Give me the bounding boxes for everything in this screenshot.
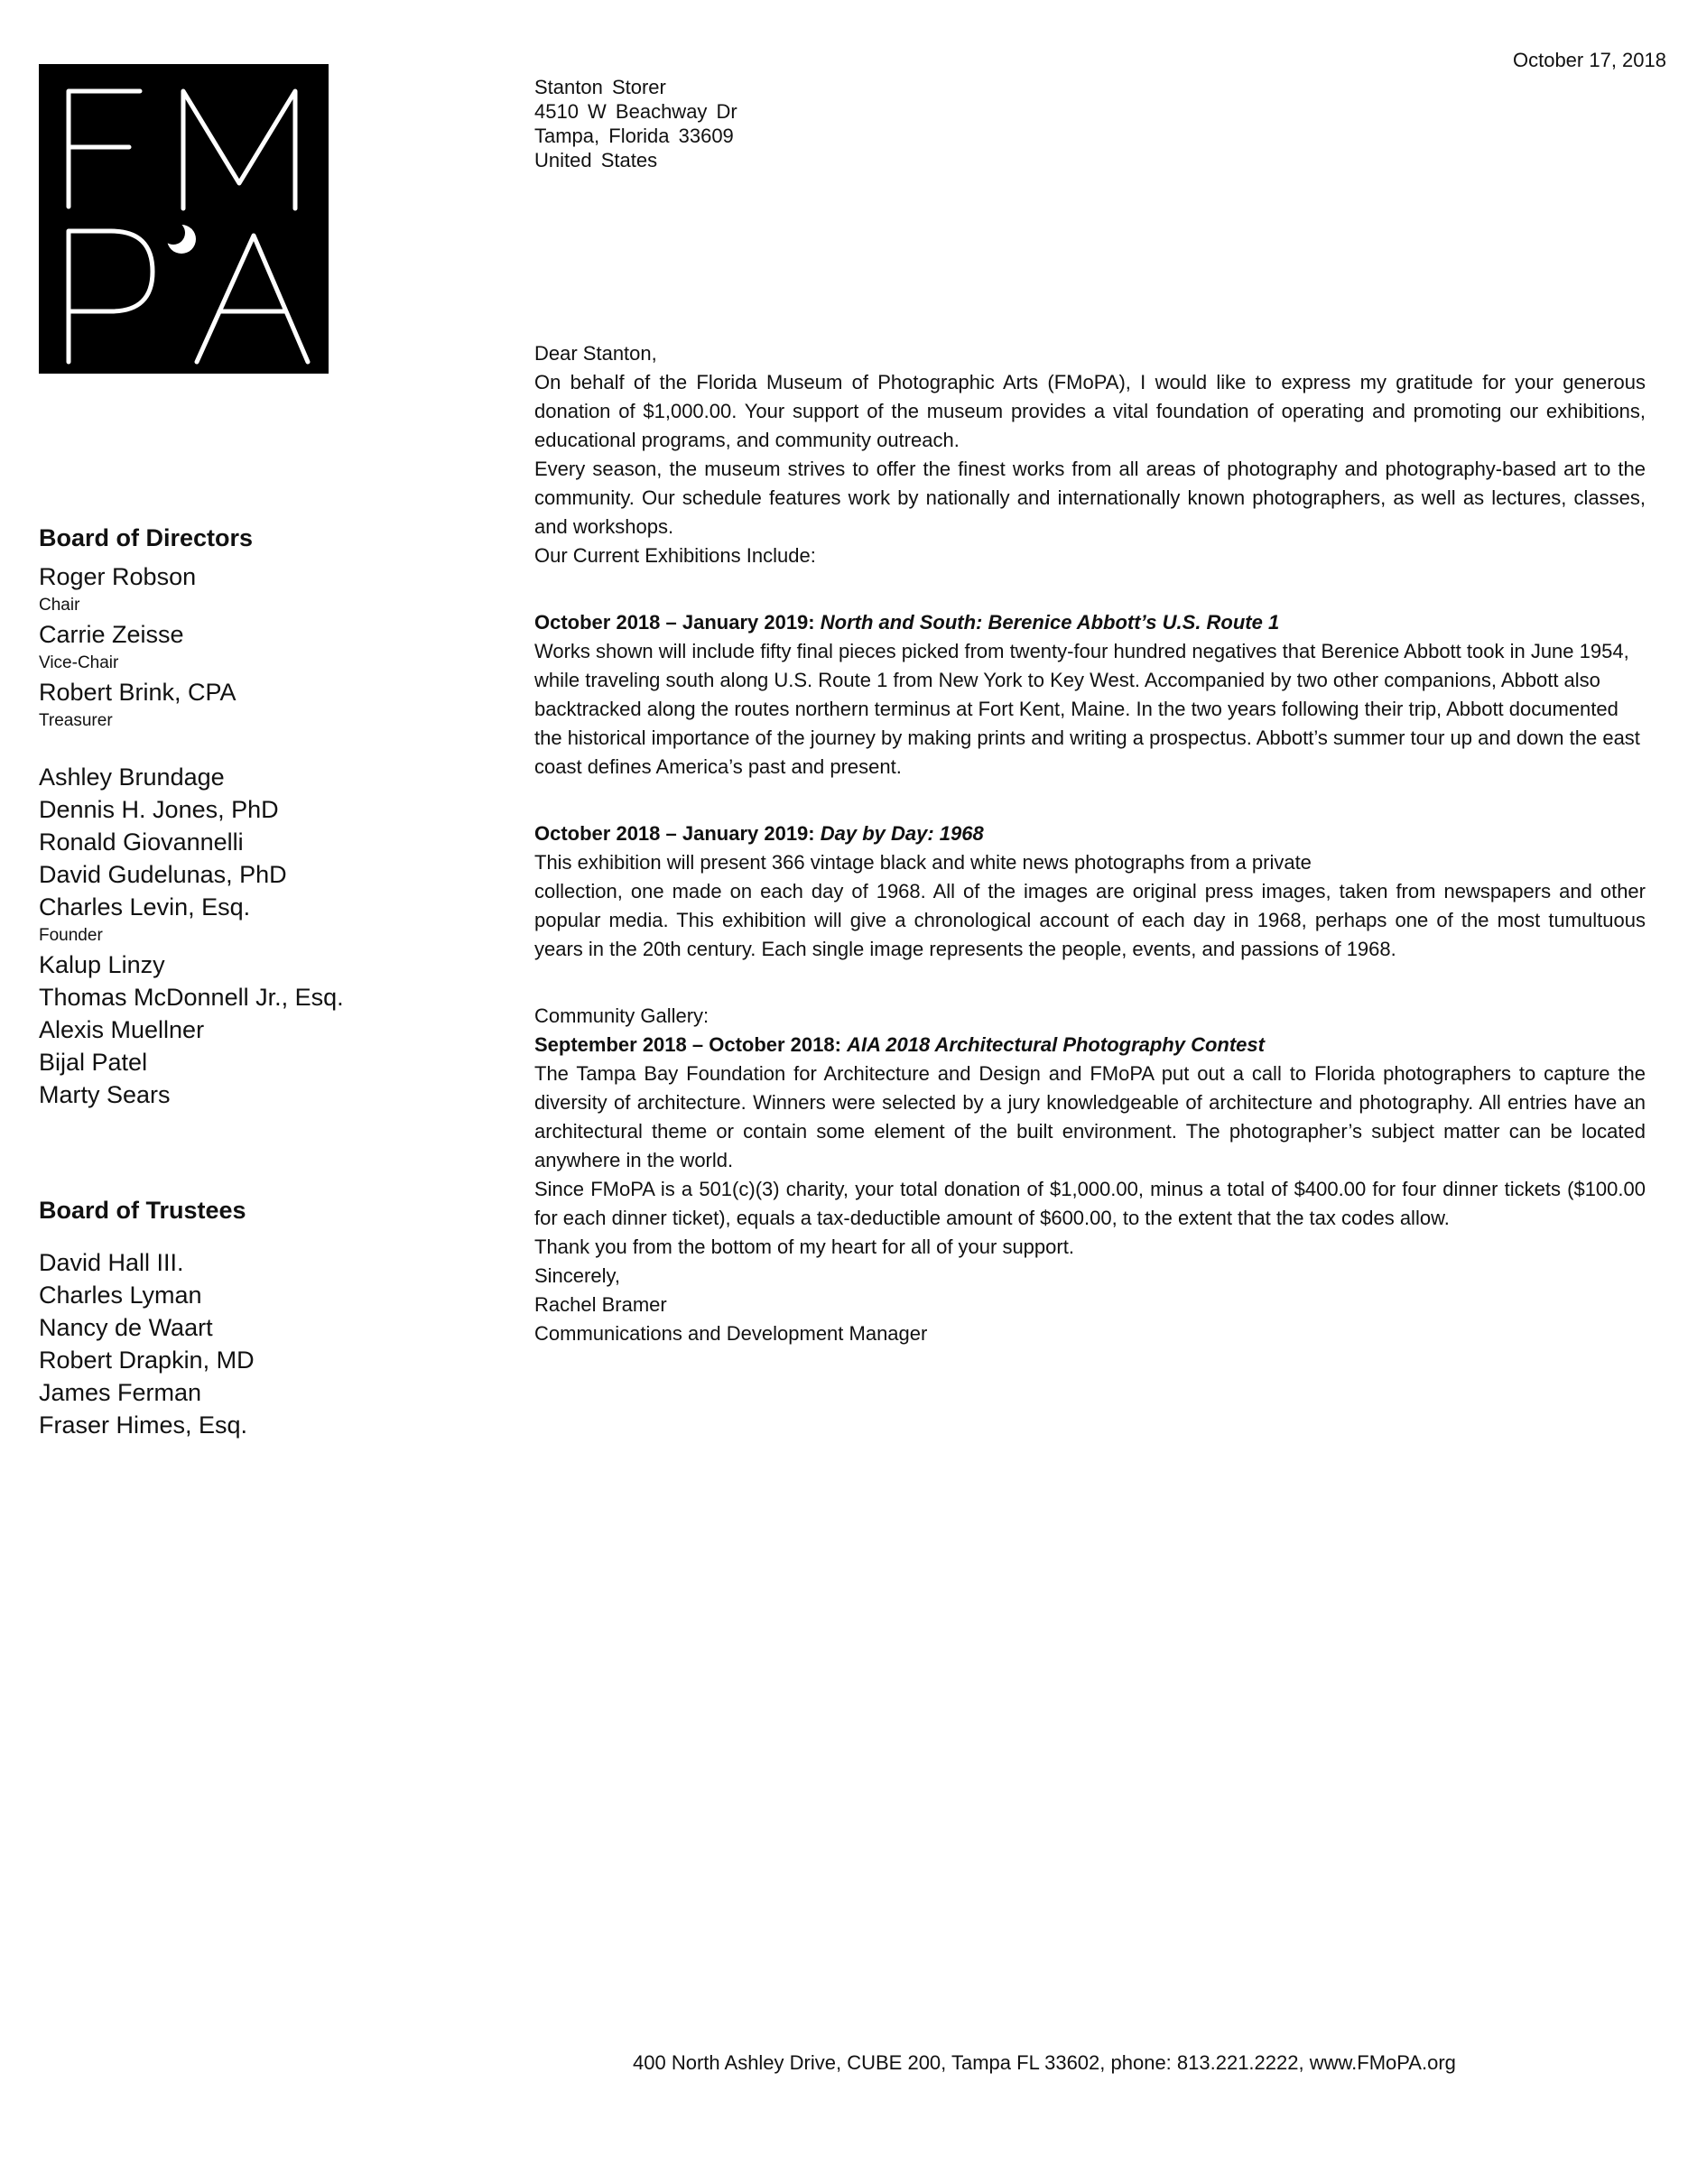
director-name: Alexis Muellner (39, 1016, 205, 1043)
trustee-name: Nancy de Waart (39, 1314, 213, 1341)
trustee-name: Charles Lyman (39, 1282, 202, 1309)
recipient-street: 4510 W Beachway Dr (534, 100, 737, 123)
signer-title: Communications and Development Manager (534, 1322, 928, 1345)
director-name: Thomas McDonnell Jr., Esq. (39, 984, 344, 1011)
letter-body (534, 339, 1646, 1348)
exhibit-dates: September 2018 – October 2018: (534, 1033, 841, 1056)
recipient-address (534, 75, 737, 172)
trustee-name: Fraser Himes, Esq. (39, 1411, 248, 1439)
season-paragraph: Every season, the museum strives to offer the finest works from all areas of photography and photography-based art to the community. Our schedule features work by nationally and internationally known photographers, as well as lectures, classes, and workshops. (534, 458, 1646, 538)
thanks-line: Thank you from the bottom of my heart for all of your support. (534, 1235, 1074, 1258)
trustee-name: David Hall III. (39, 1249, 184, 1276)
exhibit-description: Works shown will include fifty final pieces picked from twenty-four hundred negatives that Berenice Abbott took in June 1954, while traveling south along U.S. Route 1 from New York to Key West. Accompanied by two other companions, Abbott also backtracked along the routes northern terminus at Fort Kent, Maine. In the two years following their trip, Abbott documented the historical importance of the journey by making prints and writing a prospectus. Abbott’s summer tour up and down the east coast defines America’s past and present. (534, 640, 1640, 778)
exhibit-heading (534, 819, 1646, 848)
exhibit-description: The Tampa Bay Foundation for Architecture and Design and FMoPA put out a call to Florida photographers to capture the diversity of architecture. Winners were selected by a jury knowledgeable of architecture and photography. All entries have an architectural theme or contain some element of the built environment. The photographer’s subject matter can be located anywhere in the world. (534, 1062, 1646, 1171)
director-name: Dennis H. Jones, PhD (39, 796, 279, 823)
director-role: Chair (39, 596, 80, 615)
director-name: Kalup Linzy (39, 951, 165, 978)
director-name: Carrie Zeisse (39, 621, 184, 648)
director-name: Robert Brink, CPA (39, 679, 237, 706)
signer-name: Rachel Bramer (534, 1293, 667, 1316)
closing: Sincerely, (534, 1264, 620, 1287)
exhibit-dates: October 2018 – January 2019: (534, 822, 815, 845)
exhibit-title: North and South: Berenice Abbott’s U.S. Route 1 (820, 611, 1280, 634)
board-of-trustees-heading: Board of Trustees (39, 1197, 246, 1224)
director-name: Roger Robson (39, 563, 197, 590)
community-gallery (534, 1002, 1646, 1175)
exhibit-heading (534, 608, 1646, 637)
exhibitions-intro: Our Current Exhibitions Include: (534, 544, 816, 567)
director-name: Marty Sears (39, 1081, 171, 1108)
director-name: Bijal Patel (39, 1049, 148, 1076)
recipient-country: United States (534, 149, 658, 171)
director-name: Ronald Giovannelli (39, 828, 244, 856)
exhibit-title: Day by Day: 1968 (820, 822, 984, 845)
director-name: Ashley Brundage (39, 763, 225, 791)
board-of-directors-heading: Board of Directors (39, 524, 254, 551)
exhibit-abbott (534, 608, 1646, 782)
fmopa-logo-mark (39, 64, 329, 374)
salutation: Dear Stanton, (534, 342, 657, 365)
director-role: Founder (39, 926, 103, 945)
trustee-name: James Ferman (39, 1379, 202, 1406)
recipient-name: Stanton Storer (534, 76, 666, 98)
fmopa-logo (39, 64, 329, 374)
exhibit-day-by-day (534, 819, 1646, 964)
gratitude-paragraph: On behalf of the Florida Museum of Photographic Arts (FMoPA), I would like to express my gratitude for your generous donation of $1,000.00. Your support of the museum provides a vital foundation of operating and promoting our exhibitions, educational programs, and community outreach. (534, 371, 1646, 451)
community-gallery-label: Community Gallery: (534, 1004, 710, 1027)
exhibit-dates: October 2018 – January 2019: (534, 611, 815, 634)
recipient-city: Tampa, Florida 33609 (534, 125, 734, 147)
letter-date: October 17, 2018 (1512, 49, 1666, 71)
trustee-name: Robert Drapkin, MD (39, 1346, 255, 1374)
director-name: Charles Levin, Esq. (39, 893, 251, 921)
directors-list (39, 560, 472, 1111)
director-role: Vice-Chair (39, 653, 119, 672)
exhibit-heading (534, 1031, 1646, 1060)
exhibit-description: collection, one made on each day of 1968. All of the images are original press images, taken from newspapers and other popular media. This exhibition will give a chronological account of each day in 1968, perhaps one of the most tumultuous years in the 20th century. Each single image represents the people, events, and passions of 1968. (534, 880, 1646, 960)
exhibit-description-first-line: This exhibition will present 366 vintage black and white news photographs from a private (534, 851, 1312, 874)
footer-address: 400 North Ashley Drive, CUBE 200, Tampa FL 33602, phone: 813.221.2222, www.FMoPA.org (633, 2051, 1456, 2074)
director-role: Treasurer (39, 711, 113, 730)
director-name: David Gudelunas, PhD (39, 861, 287, 888)
sidebar (39, 522, 472, 1441)
exhibit-title: AIA 2018 Architectural Photography Contest (847, 1033, 1265, 1056)
trustees-list (39, 1246, 472, 1441)
tax-paragraph: Since FMoPA is a 501(c)(3) charity, your total donation of $1,000.00, minus a total of $400.00 for four dinner tickets ($100.00 for each dinner ticket), equals a tax-deductible amount of $600.00, to the extent that the tax codes allow. (534, 1178, 1646, 1229)
